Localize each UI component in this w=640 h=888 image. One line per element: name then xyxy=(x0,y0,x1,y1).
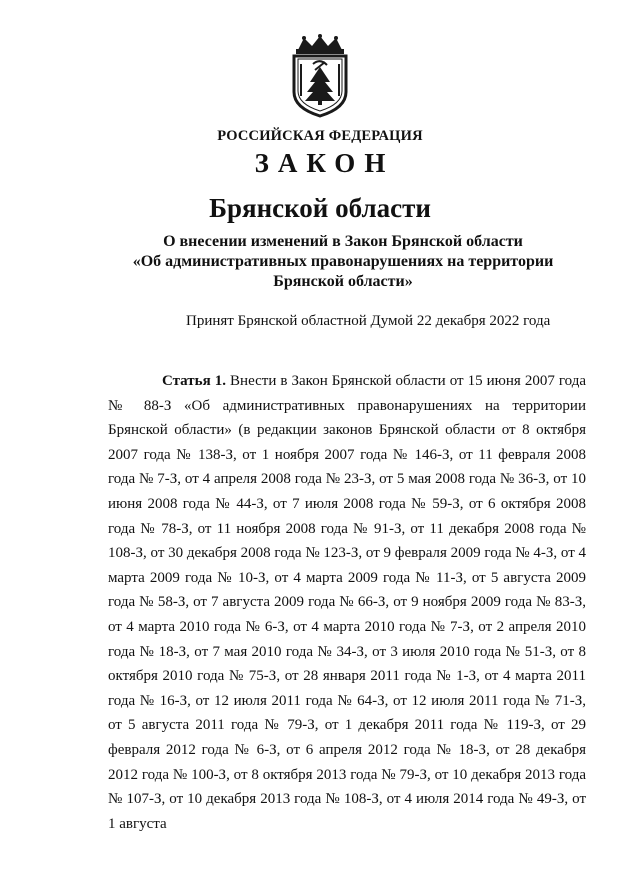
coat-of-arms-icon xyxy=(284,34,356,118)
adoption-note: Принят Брянской областной Думой 22 декабря 2022 года xyxy=(186,313,551,329)
law-subject-line-3: Брянской области» xyxy=(273,273,413,290)
article-1-paragraph xyxy=(108,369,586,836)
article-1-heading: Статья 1. xyxy=(162,373,226,389)
law-subject-line-1: О внесении изменений в Закон Брянской области xyxy=(163,233,523,250)
document-type-title: ЗАКОН xyxy=(254,148,395,178)
article-1-body: Внести в Закон Брянской области от 15 июня 2007 года № 88-З «Об административных правонарушениях на территории Брянской области» (в редакции законов Брянской области от 8 октября 2007 года № 138-З, от 1 ноября 2007 года № 146-З, от 11 февраля 2008 года № 7-З, от 4 апреля 2008 года № 23-З, от 5 мая 2008 года № 36-З, от 10 июня 2008 года № 44-З, от 7 июля 2008 года № 59-З, от 6 октября 2008 года № 78-З, от 11 ноября 2008 года № 91-З, от 11 декабря 2008 года № 108-З, от 30 декабря 2008 года № 123-З, от 9 февраля 2009 года № 4-З, от 4 марта 2009 года № 10-З, от 4 марта 2009 года № 11-З, от 5 августа 2009 года № 58-З, от 7 августа 2009 года № 66-З, от 9 ноября 2009 года № 83-З, от 4 марта 2010 года № 6-З, от 4 марта 2010 года № 7-З, от 2 апреля 2010 года № 18-З, от 7 мая 2010 года № 34-З, от 3 июля 2010 года № 51-З, от 8 октября 2010 года № 75-З, от 28 января 2011 года № 1-З, от 4 марта 2011 года № 16-З, от 12 июля 2011 года № 64-З, от 12 июля 2011 года № 71-З, от 5 августа 2011 года № 79-З, от 1 декабря 2011 года № 119-З, от 29 февраля 2012 года № 6-З, от 6 апреля 2012 года № 18-З, от 28 декабря 2012 года № 100-З, от 8 октября 2013 года № 79-З, от 10 декабря 2013 года № 107-З, от 10 декабря 2013 года № 108-З, от 4 июля 2014 года № 49-З, от 1 августа xyxy=(108,373,586,832)
region-title: Брянской области xyxy=(209,193,431,223)
law-subject-line-2: «Об административных правонарушениях на территории xyxy=(132,253,554,270)
law-subject xyxy=(108,232,578,292)
country-title: РОССИЙСКАЯ ФЕДЕРАЦИЯ xyxy=(217,128,423,144)
